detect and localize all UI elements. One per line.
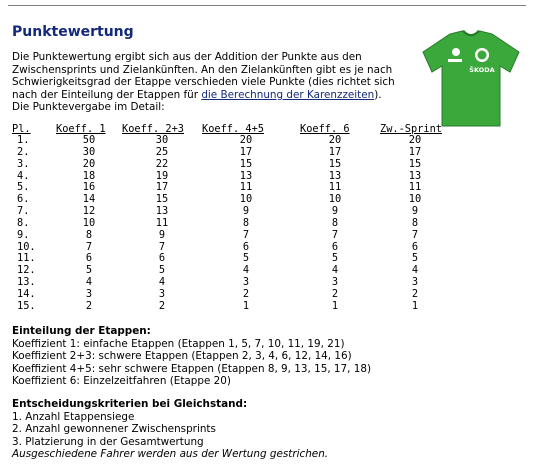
table-cell: 11. (17, 252, 36, 265)
table-cell: 15. (17, 299, 36, 312)
table-cell: 9. (17, 228, 30, 241)
table-cell: 3 (411, 276, 419, 289)
table-cell: 6. (17, 193, 30, 206)
table-cell: 11 (328, 181, 342, 194)
table-cell: 5 (331, 252, 339, 265)
table-cell: 8 (85, 228, 93, 241)
table-row (12, 242, 450, 254)
table-row (12, 135, 450, 147)
table-cell: 17 (239, 145, 253, 158)
table-cell: 15 (239, 157, 253, 170)
table-cell: 50 (82, 134, 96, 146)
intro-paragraph (12, 51, 412, 114)
table-cell: 5 (411, 252, 419, 265)
table-cell: 9 (242, 205, 250, 218)
table-cell: 13. (17, 276, 36, 289)
table-cell: 18 (82, 169, 96, 182)
table-cell: 11 (408, 181, 422, 194)
table-cell: 15 (408, 157, 422, 170)
table-cell: 4 (242, 264, 250, 277)
table-row (12, 289, 450, 301)
table-cell: 10 (239, 193, 253, 206)
table-cell: 20 (328, 134, 342, 146)
table-cell: 5 (85, 264, 93, 277)
table-row (12, 182, 450, 194)
table-cell: 3 (85, 287, 93, 300)
tour-logo-icon (452, 48, 460, 56)
table-cell: 6 (158, 252, 166, 265)
table-cell: 12 (82, 205, 96, 218)
table-cell: 7. (17, 205, 30, 218)
table-cell: 2 (242, 287, 250, 300)
table-cell: 9 (158, 228, 166, 241)
table-cell: 20 (82, 157, 96, 170)
table-cell: 10 (328, 193, 342, 206)
table-cell: 6 (85, 252, 93, 265)
table-cell: 13 (155, 205, 169, 218)
table-cell: 10. (17, 240, 36, 253)
table-row (12, 265, 450, 277)
tiebreak-section (12, 398, 328, 461)
table-cell: 7 (331, 228, 339, 241)
table-cell: 13 (239, 169, 253, 182)
table-cell: 8 (411, 216, 419, 229)
table-cell: 1. (17, 134, 30, 146)
table-cell: 9 (331, 205, 339, 218)
table-cell: 2. (17, 145, 30, 158)
page-title: Punktewertung (12, 24, 134, 40)
table-cell: 25 (155, 145, 169, 158)
table-row (12, 253, 450, 265)
table-cell: 5 (158, 264, 166, 277)
table-row (12, 147, 450, 159)
table-cell: 13 (408, 169, 422, 182)
table-cell: 9 (411, 205, 419, 218)
table-row (12, 194, 450, 206)
col-header-sprint: Zw.-Sprint (380, 123, 442, 135)
table-cell: 6 (242, 240, 250, 253)
table-cell: 14 (82, 193, 96, 206)
stages-line: Koeffizient 4+5: sehr schwere Etappen (Etappen 8, 9, 13, 15, 17, 18) (12, 362, 372, 375)
col-header-koeff45: Koeff. 4+5 (202, 123, 264, 135)
table-cell: 15 (155, 193, 169, 206)
table-cell: 7 (85, 240, 93, 253)
jersey-body (423, 31, 519, 126)
table-cell: 30 (155, 134, 169, 146)
table-cell: 5 (242, 252, 250, 265)
table-cell: 8 (242, 216, 250, 229)
karenzzeiten-link[interactable]: die Berechnung der Karenzzeiten (201, 88, 375, 101)
table-cell: 17 (328, 145, 342, 158)
table-row (12, 206, 450, 218)
table-cell: 3. (17, 157, 30, 170)
stages-line: Koeffizient 6: Einzelzeitfahren (Etappe 20) (12, 375, 231, 387)
col-header-koeff23: Koeff. 2+3 (122, 123, 184, 135)
table-row (12, 230, 450, 242)
stages-section (12, 325, 371, 388)
stages-line: Koeffizient 2+3: schwere Etappen (Etappen 2, 3, 4, 6, 12, 14, 16) (12, 350, 352, 362)
tiebreak-line: 2. Anzahl gewonnener Zwischensprints (12, 423, 216, 435)
table-row (12, 301, 450, 313)
col-header-koeff6: Koeff. 6 (300, 123, 350, 135)
table-cell: 7 (158, 240, 166, 253)
table-cell: 5. (17, 181, 30, 194)
table-cell: 2 (331, 287, 339, 300)
table-cell: 1 (331, 299, 339, 312)
table-row (12, 171, 450, 183)
table-cell: 8 (331, 216, 339, 229)
table-cell: 4 (158, 276, 166, 289)
tiebreak-heading: Entscheidungskriterien bei Gleichstand: (12, 398, 248, 410)
tiebreak-line: 1. Anzahl Etappensiege (12, 410, 135, 423)
table-cell: 7 (411, 228, 419, 241)
points-table (12, 123, 450, 313)
table-cell: 11 (239, 181, 253, 194)
top-divider (8, 5, 526, 6)
table-cell: 20 (239, 134, 253, 146)
table-cell: 17 (408, 145, 422, 158)
table-cell: 22 (155, 157, 169, 170)
table-cell: 8. (17, 216, 30, 229)
tiebreak-line: 3. Platzierung in der Gesamtwertung (12, 435, 204, 448)
table-cell: 2 (411, 287, 419, 300)
table-cell: 30 (82, 145, 96, 158)
table-cell: 10 (82, 216, 96, 229)
table-cell: 6 (331, 240, 339, 253)
table-cell: 3 (158, 287, 166, 300)
table-cell: 6 (411, 240, 419, 253)
table-row (12, 277, 450, 289)
stages-line: Koeffizient 1: einfache Etappen (Etappen 1, 5, 7, 10, 11, 19, 21) (12, 337, 345, 350)
table-cell: 3 (242, 276, 250, 289)
table-cell: 4 (411, 264, 419, 277)
points-table-header (12, 123, 450, 135)
jersey-brand: ŠKODA (469, 66, 495, 74)
stages-heading: Einteilung der Etappen: (12, 325, 151, 337)
table-cell: 2 (158, 299, 166, 312)
table-cell: 19 (155, 169, 169, 182)
intro-text: Die Punktewertung ergibt sich aus der Addition der Punkte aus den Zwischensprints und Zielankünften. An den Zielankünften gibt es je nach Schwierigkeitsgrad der Etappe verschieden viele Punkte (dies richtet sich nach der Einteilung der Etappen für (12, 51, 395, 101)
table-cell: 20 (408, 134, 422, 146)
table-cell: 1 (242, 299, 250, 312)
col-header-koeff1: Koeff. 1 (56, 123, 106, 135)
table-cell: 4. (17, 169, 30, 182)
tiebreak-note: Ausgeschiedene Fahrer werden aus der Wertung gestrichen. (12, 448, 329, 460)
table-cell: 2 (85, 299, 93, 312)
table-cell: 14. (17, 287, 36, 300)
table-cell: 13 (328, 169, 342, 182)
table-cell: 16 (82, 181, 96, 194)
table-cell: 10 (408, 193, 422, 206)
table-row (12, 159, 450, 171)
table-cell: 11 (155, 216, 169, 229)
table-cell: 7 (242, 228, 250, 241)
table-cell: 12. (17, 264, 36, 277)
table-cell: 1 (411, 299, 419, 312)
intro-detail: Die Punktevergabe im Detail: (12, 101, 165, 114)
table-cell: 15 (328, 157, 342, 170)
intro-after: ). (374, 88, 382, 101)
table-row (12, 218, 450, 230)
col-header-place: Pl. (12, 123, 31, 135)
table-cell: 4 (85, 276, 93, 289)
table-cell: 17 (155, 181, 169, 194)
table-cell: 4 (331, 264, 339, 277)
table-cell: 3 (331, 276, 339, 289)
green-jersey-image (418, 28, 524, 128)
